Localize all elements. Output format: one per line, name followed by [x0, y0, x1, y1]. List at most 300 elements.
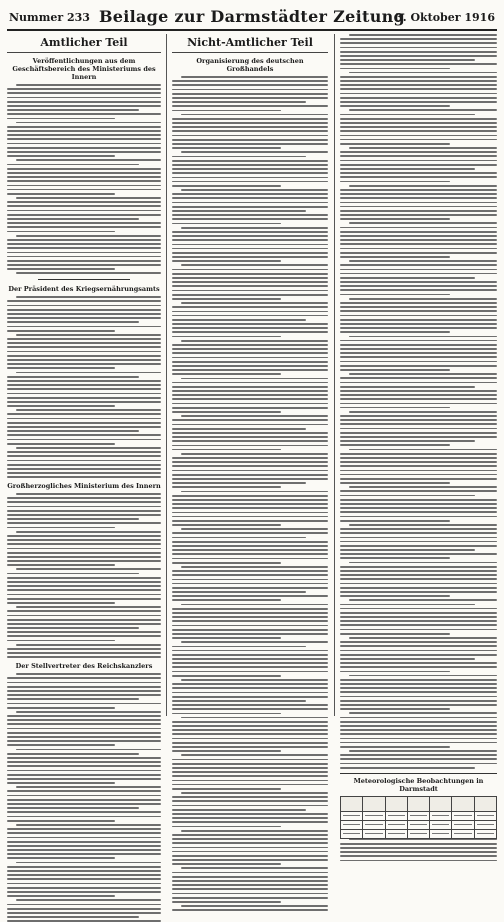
text-line: [7, 359, 161, 361]
text-line: [340, 704, 497, 706]
text-line: [340, 620, 497, 622]
text-line: [7, 656, 161, 658]
text-line: [7, 522, 161, 524]
table-cell: [363, 811, 385, 820]
section-heading: Der Präsident des Kriegsernährungsamts: [8, 285, 160, 294]
text-line: [16, 272, 161, 274]
table-cell: [452, 820, 474, 829]
text-line: [340, 139, 497, 141]
text-line: [7, 795, 161, 797]
text-line: [172, 135, 328, 137]
text-line: [7, 589, 161, 591]
text-line: [172, 763, 328, 765]
text-line: [172, 214, 328, 216]
text-line: [340, 193, 497, 195]
text-line: [7, 422, 161, 424]
text-line: [172, 888, 328, 890]
text-line: [172, 457, 328, 459]
text-line: [181, 528, 328, 530]
text-line: [7, 866, 161, 868]
text-line: [7, 757, 161, 759]
text-line: [340, 654, 497, 656]
text-line: [7, 252, 161, 254]
text-line: [172, 909, 328, 911]
text-line: [340, 114, 475, 116]
text-line: [172, 461, 328, 463]
text-line: [181, 905, 328, 907]
text-line: [181, 491, 328, 493]
text-line: [349, 34, 497, 36]
text-line: [340, 164, 497, 166]
text-line: [172, 311, 328, 313]
text-line: [340, 356, 497, 358]
text-line: [349, 147, 497, 149]
article-text: [340, 34, 497, 769]
table-cell: [341, 829, 363, 838]
text-line: [181, 378, 328, 380]
text-line: [340, 587, 497, 589]
text-line: [181, 340, 328, 342]
text-line: [181, 792, 328, 794]
text-line: [7, 88, 161, 90]
text-line: [172, 738, 328, 740]
text-line: [172, 248, 328, 250]
text-line: [7, 715, 161, 717]
table-cell: [452, 811, 474, 820]
text-line: [172, 428, 306, 430]
text-line: [16, 409, 161, 411]
column-continued: [340, 34, 497, 793]
text-line: [181, 754, 328, 756]
text-line: [7, 891, 161, 893]
article-text: [7, 296, 161, 478]
text-line: [7, 770, 161, 772]
text-line: [172, 650, 328, 652]
text-line: [7, 598, 161, 600]
text-line: [172, 608, 328, 610]
text-line: [7, 147, 161, 149]
text-line: [340, 860, 497, 862]
text-line: [7, 113, 161, 115]
text-line: [172, 826, 281, 828]
text-line: [7, 138, 161, 140]
text-line: [7, 694, 161, 696]
text-line: [172, 323, 328, 325]
text-line: [340, 369, 450, 371]
text-line: [340, 532, 497, 534]
text-line: [172, 884, 328, 886]
text-line: [172, 156, 306, 158]
text-line: [340, 235, 497, 237]
text-line: [16, 197, 161, 199]
text-line: [349, 839, 497, 841]
text-line: [340, 101, 497, 103]
text-line: [181, 717, 328, 719]
text-line: [340, 310, 497, 312]
text-line: [172, 97, 328, 99]
text-line: [340, 457, 497, 459]
text-line: [7, 243, 161, 245]
text-line: [7, 765, 161, 767]
text-line: [7, 300, 161, 302]
text-line: [172, 319, 306, 321]
text-line: [172, 771, 328, 773]
text-line: [7, 577, 161, 579]
text-line: [172, 352, 328, 354]
text-line: [7, 686, 161, 688]
text-line: [172, 549, 328, 551]
text-line: [7, 239, 161, 241]
text-line: [340, 361, 497, 363]
text-line: [340, 725, 497, 727]
text-line: [172, 218, 328, 220]
text-line: [7, 413, 161, 415]
text-line: [340, 415, 497, 417]
text-line: [340, 365, 497, 367]
text-line: [172, 742, 328, 744]
text-line: [172, 625, 328, 627]
text-line: [340, 269, 497, 271]
text-line: [340, 197, 497, 199]
text-line: [172, 365, 328, 367]
text-line: [7, 330, 115, 332]
text-line: [172, 532, 328, 534]
text-line: [16, 122, 161, 124]
text-line: [340, 68, 450, 70]
text-line: [340, 696, 497, 698]
text-line: [172, 616, 328, 618]
text-line: [7, 326, 161, 328]
text-line: [7, 443, 115, 445]
text-line: [172, 336, 281, 338]
text-line: [7, 908, 161, 910]
text-line: [16, 606, 161, 608]
text-line: [7, 552, 161, 554]
table-header-cell: [474, 796, 496, 811]
text-line: [349, 222, 497, 224]
text-line: [172, 256, 328, 258]
text-line: [172, 855, 328, 857]
text-line: [172, 206, 328, 208]
text-line: [16, 447, 161, 449]
issue-number: Nummer 233: [9, 11, 90, 24]
text-line: [7, 218, 139, 220]
text-line: [340, 700, 497, 702]
text-line: [7, 464, 161, 466]
text-line: [7, 849, 161, 851]
text-line: [7, 682, 161, 684]
text-line: [172, 474, 328, 476]
text-line: [181, 189, 328, 191]
text-line: [349, 298, 497, 300]
text-line: [340, 595, 450, 597]
text-line: [172, 84, 328, 86]
text-line: [7, 430, 139, 432]
text-line: [349, 185, 497, 187]
text-line: [340, 553, 497, 555]
text-line: [340, 608, 497, 610]
text-line: [172, 273, 328, 275]
text-line: [172, 851, 328, 853]
text-line: [172, 683, 328, 685]
text-line: [172, 654, 328, 656]
text-line: [7, 376, 139, 378]
text-line: [7, 652, 161, 654]
text-line: [7, 439, 161, 441]
text-line: [172, 348, 328, 350]
text-line: [181, 302, 328, 304]
text-line: [172, 692, 328, 694]
text-line: [340, 557, 450, 559]
text-line: [7, 222, 161, 224]
table-row: [341, 820, 497, 829]
text-line: [7, 189, 161, 191]
text-line: [7, 761, 161, 763]
text-line: [340, 403, 497, 405]
text-line: [7, 841, 161, 843]
text-line: [7, 744, 115, 746]
text-line: [7, 648, 161, 650]
text-line: [172, 440, 328, 442]
text-line: [7, 101, 161, 103]
table-row: [341, 829, 497, 838]
text-line: [340, 683, 497, 685]
text-line: [7, 476, 161, 478]
text-line: [340, 843, 497, 845]
text-line: [7, 539, 161, 541]
text-line: [172, 168, 328, 170]
text-line: [340, 671, 450, 673]
table-cell: [407, 820, 429, 829]
text-line: [172, 164, 328, 166]
text-line: [7, 105, 161, 107]
text-line: [172, 704, 328, 706]
text-line: [340, 202, 497, 204]
text-line: [340, 633, 450, 635]
text-line: [172, 277, 328, 279]
text-line: [340, 461, 497, 463]
text-line: [16, 899, 161, 901]
text-line: [7, 346, 161, 348]
text-line: [7, 210, 161, 212]
text-line: [340, 206, 497, 208]
column-divider: [166, 34, 167, 716]
column-unofficial: [172, 34, 328, 716]
text-line: [340, 495, 475, 497]
text-line: [340, 151, 497, 153]
text-line: [340, 390, 497, 392]
text-line: [172, 859, 328, 861]
text-line: [172, 729, 328, 731]
text-line: [7, 753, 139, 755]
text-line: [340, 738, 497, 740]
text-line: [7, 811, 161, 813]
text-line: [340, 273, 497, 275]
text-line: [172, 725, 328, 727]
text-line: [7, 313, 161, 315]
text-line: [7, 231, 115, 233]
text-line: [172, 298, 281, 300]
text-line: [340, 76, 497, 78]
text-line: [340, 708, 450, 710]
text-line: [340, 382, 497, 384]
text-line: [7, 556, 161, 558]
text-line: [340, 59, 475, 61]
newspaper-title: Beilage zur Darmstädter Zeitung: [98, 7, 406, 26]
text-line: [172, 633, 328, 635]
text-line: [7, 564, 115, 566]
newspaper-page: [7, 5, 497, 793]
text-line: [7, 338, 161, 340]
table-cell: [474, 829, 496, 838]
text-line: [172, 516, 328, 518]
text-line: [172, 612, 328, 614]
text-line: [340, 666, 497, 668]
text-line: [7, 803, 161, 805]
text-line: [340, 528, 497, 530]
text-line: [340, 277, 475, 279]
text-line: [172, 809, 306, 811]
text-line: [340, 767, 475, 769]
text-line: [172, 315, 328, 317]
text-line: [16, 372, 161, 374]
text-line: [340, 319, 497, 321]
text-line: [340, 465, 497, 467]
text-line: [7, 728, 161, 730]
text-line: [172, 449, 281, 451]
text-line: [7, 193, 115, 195]
text-line: [7, 388, 161, 390]
text-line: [181, 566, 328, 568]
text-line: [7, 736, 161, 738]
text-line: [172, 139, 328, 141]
text-line: [172, 872, 328, 874]
text-line: [340, 733, 497, 735]
text-line: [7, 707, 115, 709]
text-line: [16, 235, 161, 237]
text-line: [7, 782, 115, 784]
text-line: [181, 453, 328, 455]
text-line: [340, 583, 497, 585]
issue-date: 3. Oktober 1916: [395, 11, 495, 24]
text-line: [340, 55, 497, 57]
section-heading: Organisierung des deutschen Großhandels: [196, 57, 304, 73]
text-line: [172, 281, 328, 283]
text-line: [172, 382, 328, 384]
article-text: [7, 493, 161, 658]
text-line: [172, 897, 328, 899]
text-line: [16, 673, 161, 675]
text-line: [172, 834, 328, 836]
text-line: [7, 820, 115, 822]
text-line: [172, 733, 328, 735]
text-line: [172, 202, 328, 204]
text-line: [340, 616, 497, 618]
article-text: [7, 84, 161, 274]
text-line: [172, 424, 328, 426]
text-line: [340, 189, 497, 191]
table-cell: [407, 811, 429, 820]
text-line: [172, 105, 328, 107]
table-cell: [430, 829, 452, 838]
table-cell: [341, 811, 363, 820]
text-line: [7, 904, 161, 906]
text-line: [7, 828, 161, 830]
text-line: [7, 397, 161, 399]
text-line: [172, 520, 328, 522]
text-line: [16, 711, 161, 713]
text-line: [172, 537, 306, 539]
text-line: [7, 535, 161, 537]
text-line: [172, 847, 328, 849]
text-line: [7, 384, 161, 386]
text-line: [340, 574, 497, 576]
text-line: [172, 130, 328, 132]
text-line: [172, 570, 328, 572]
text-line: [172, 122, 328, 124]
text-line: [340, 658, 475, 660]
text-line: [7, 832, 161, 834]
text-line: [349, 449, 497, 451]
text-line: [172, 553, 328, 555]
text-line: [172, 800, 328, 802]
text-line: [172, 181, 328, 183]
text-line: [172, 327, 328, 329]
text-line: [172, 759, 328, 761]
text-line: [7, 126, 161, 128]
text-line: [172, 398, 328, 400]
text-line: [7, 774, 161, 776]
text-line: [349, 336, 497, 338]
weather-table-title: Meteorologische Beobachtungen in Darmstadt: [353, 776, 484, 793]
column-divider: [334, 34, 335, 716]
text-line: [7, 573, 139, 575]
text-line: [16, 862, 161, 864]
text-line: [340, 470, 497, 472]
text-line: [181, 151, 328, 153]
text-line: [340, 436, 497, 438]
text-line: [340, 88, 497, 90]
text-line: [340, 302, 497, 304]
text-line: [172, 595, 328, 597]
text-line: [172, 419, 328, 421]
text-line: [172, 746, 328, 748]
text-line: [181, 830, 328, 832]
text-line: [340, 126, 497, 128]
text-line: [7, 543, 161, 545]
text-line: [7, 180, 161, 182]
text-line: [7, 518, 139, 520]
text-line: [340, 118, 497, 120]
text-line: [172, 93, 328, 95]
text-line: [340, 285, 497, 287]
text-line: [340, 758, 497, 760]
text-line: [340, 294, 450, 296]
text-line: [172, 147, 281, 149]
text-line: [7, 677, 161, 679]
text-line: [172, 482, 306, 484]
text-line: [172, 390, 328, 392]
text-line: [16, 568, 161, 570]
text-line: [7, 201, 161, 203]
text-line: [7, 790, 161, 792]
text-line: [7, 816, 161, 818]
text-line: [7, 472, 161, 474]
text-line: [349, 373, 497, 375]
text-line: [7, 205, 161, 207]
text-line: [340, 549, 475, 551]
text-line: [340, 135, 497, 137]
